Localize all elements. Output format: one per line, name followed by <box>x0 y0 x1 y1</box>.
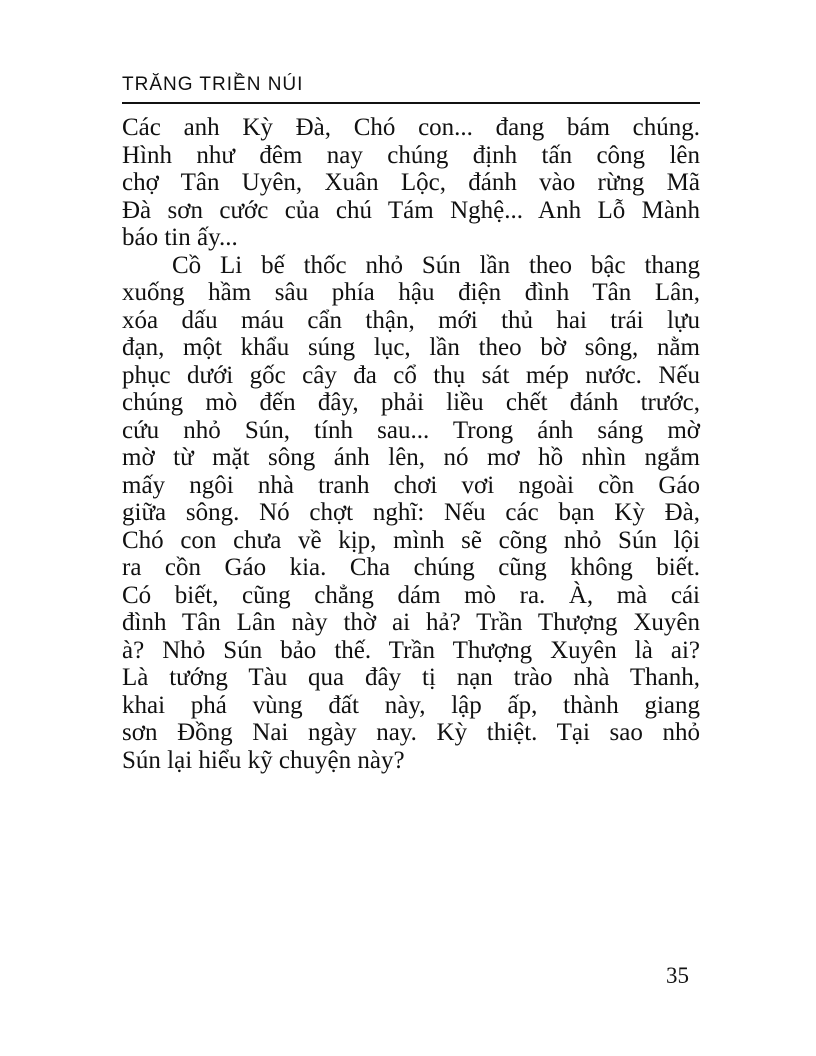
text-line: sơn Đồng Nai ngày nay. Kỳ thiệt. Tại sao nhỏ <box>122 719 700 746</box>
text-line: khai phá vùng đất này, lập ấp, thành giang <box>122 691 700 719</box>
text-line: xuống hầm sâu phía hậu điện đình Tân Lân, <box>122 279 700 306</box>
text-line: Các anh Kỳ Đà, Chó con... đang bám chúng. <box>122 114 700 141</box>
paragraph-2 <box>122 252 700 775</box>
text-line: xóa dấu máu cẩn thận, mới thủ hai trái lựu <box>122 306 700 334</box>
text-line: mấy ngôi nhà tranh chơi vơi ngoài cồn Gáo <box>122 471 700 499</box>
text-line: Là tướng Tàu qua đây tị nạn trào nhà Thanh, <box>122 664 700 691</box>
text-line: Sún lại hiểu kỹ chuyện này? <box>122 746 405 774</box>
text-line: chúng mò đến đây, phải liều chết đánh trước, <box>122 389 700 416</box>
body-text <box>122 114 700 774</box>
text-line: phục dưới gốc cây đa cổ thụ sát mép nước. Nếu <box>122 361 700 389</box>
text-line: à? Nhỏ Sún bảo thế. Trần Thượng Xuyên là ai? <box>122 636 700 664</box>
text-line: cứu nhỏ Sún, tính sau... Trong ánh sáng mờ <box>122 416 700 444</box>
paragraph-1 <box>122 114 700 252</box>
text-line: đạn, một khẩu súng lục, lần theo bờ sông, nằm <box>122 334 700 361</box>
text-line: Hình như đêm nay chúng định tấn công lên <box>122 141 700 169</box>
text-line: Đà sơn cước của chú Tám Nghệ... Anh Lỗ Mành <box>122 196 700 224</box>
text-line: Cồ Li bế thốc nhỏ Sún lần theo bậc thang <box>172 251 700 279</box>
running-header-title: TRĂNG TRIỀN NÚI <box>122 74 304 95</box>
text-line: Chó con chưa về kịp, mình sẽ cõng nhỏ Sún lội <box>122 526 700 554</box>
text-line: đình Tân Lân này thờ ai hả? Trần Thượng Xuyên <box>122 609 700 636</box>
running-header <box>122 70 700 104</box>
page-number: 35 <box>666 963 689 988</box>
text-line: giữa sông. Nó chợt nghĩ: Nếu các bạn Kỳ Đà, <box>122 499 700 526</box>
text-line: ra cồn Gáo kia. Cha chúng cũng không biết. <box>122 554 700 581</box>
text-line: chợ Tân Uyên, Xuân Lộc, đánh vào rừng Mã <box>122 169 700 196</box>
text-line: báo tin ấy... <box>122 224 238 251</box>
text-line: mờ từ mặt sông ánh lên, nó mơ hồ nhìn ngắm <box>122 444 700 471</box>
text-line: Có biết, cũng chẳng dám mò ra. À, mà cái <box>122 581 700 609</box>
